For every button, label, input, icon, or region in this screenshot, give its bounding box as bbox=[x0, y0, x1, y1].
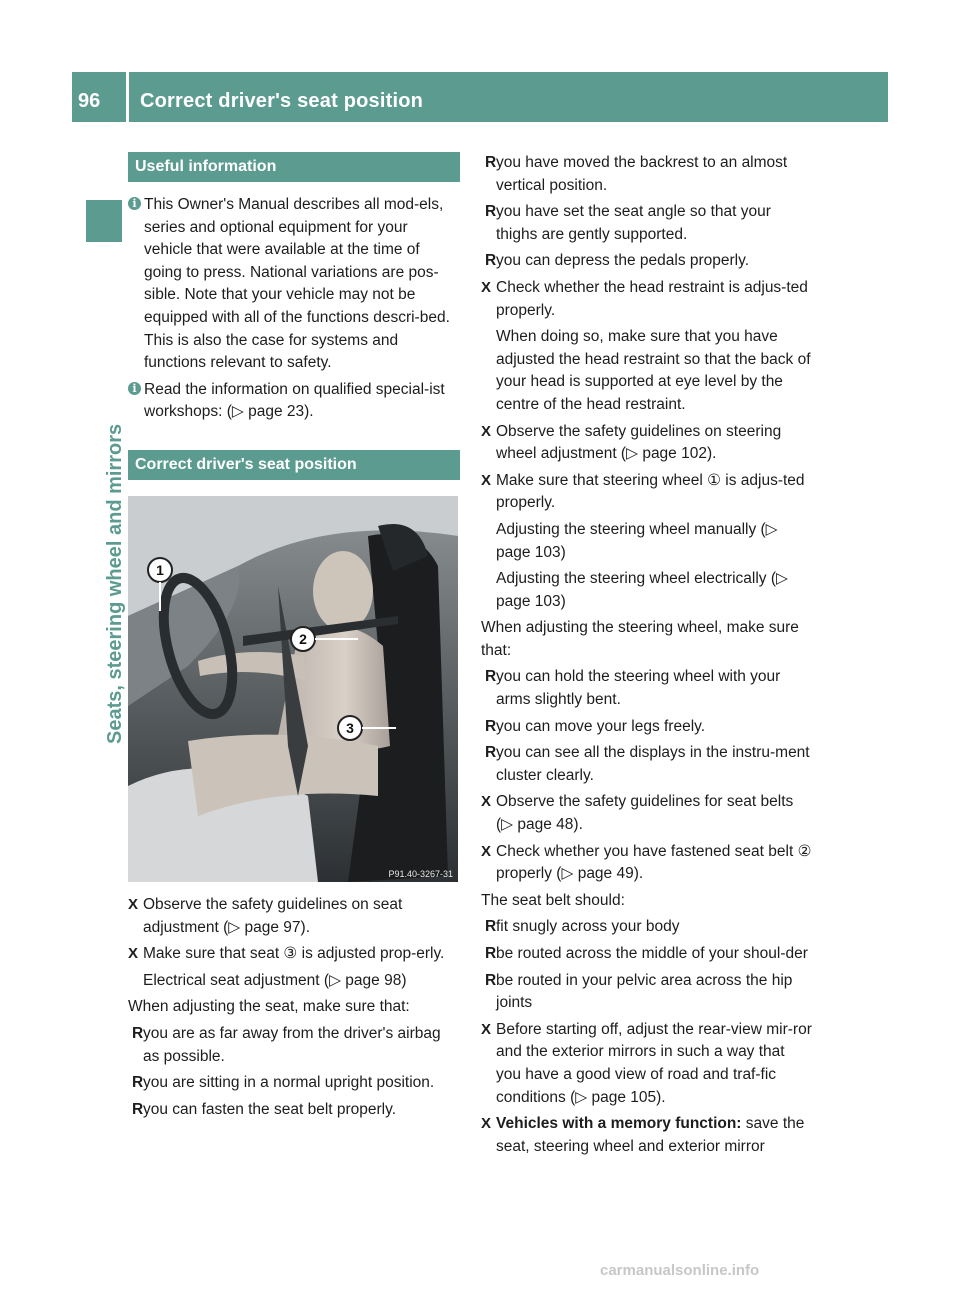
step-marker: X bbox=[481, 1020, 492, 1038]
info-icon: i bbox=[128, 382, 141, 395]
instruction-step: X Make sure that seat ③ is adjusted prop-erly. bbox=[128, 943, 460, 966]
list-item: R you are as far away from the driver's airbag as possible. bbox=[132, 1024, 441, 1065]
instruction-step: X Vehicles with a memory function: save the seat, steering wheel and exterior mirror bbox=[481, 1115, 805, 1155]
bullet-marker: R bbox=[132, 1100, 144, 1118]
list-item: R be routed in your pelvic area across the hip joints bbox=[485, 971, 793, 1012]
bullet-marker: R bbox=[485, 668, 497, 686]
instruction-step: X Before starting off, adjust the rear-view mir-ror and the exterior mirrors in such a way that you have a good view of road and traf-fic conditions (▷ page 105). bbox=[481, 1020, 812, 1106]
list-item: R you can see all the displays in the instru-ment cluster clearly. bbox=[485, 744, 810, 784]
list-item: R you can depress the pedals properly. bbox=[481, 250, 813, 273]
step-marker: X bbox=[481, 1115, 492, 1133]
list-item: R you can move your legs freely. bbox=[481, 716, 813, 739]
step-marker: X bbox=[481, 471, 492, 489]
step-marker: X bbox=[128, 945, 139, 963]
bullet-marker: R bbox=[132, 1024, 144, 1042]
bullet-marker: R bbox=[485, 918, 497, 936]
header-divider bbox=[126, 72, 129, 122]
info-text: This Owner's Manual describes all mod-els, series and optional equipment for your vehicle that were available at the time of going to press. National variations are pos-sible. Note that your vehicle may not be equipped with all of the functions descri-bed. This is also the case for systems and functions relevant to safety. bbox=[144, 196, 450, 372]
step-detail: Adjusting the steering wheel manually (▷ page 103) bbox=[496, 520, 778, 561]
info-icon: i bbox=[128, 197, 141, 210]
bullet-marker: R bbox=[132, 1074, 144, 1092]
list-item: R you can fasten the seat belt properly. bbox=[128, 1099, 460, 1122]
list-item: R fit snugly across your body bbox=[481, 916, 813, 939]
info-note bbox=[128, 194, 460, 375]
instruction-step: X Check whether the head restraint is adjus-ted properly. bbox=[481, 278, 808, 319]
bullet-marker: R bbox=[485, 203, 497, 221]
list-item: R you are sitting in a normal upright position. bbox=[128, 1072, 460, 1095]
info-text: Read the information on qualified special-ist workshops: (▷ page 23). bbox=[144, 380, 445, 421]
callout-3: 3 bbox=[346, 719, 354, 736]
step-marker: X bbox=[481, 793, 492, 811]
left-column bbox=[128, 152, 460, 1125]
instruction-step: X Observe the safety guidelines on steering wheel adjustment (▷ page 102). bbox=[481, 422, 782, 463]
step-marker: X bbox=[481, 422, 492, 440]
instruction-step: X Check whether you have fastened seat belt ② properly (▷ page 49). bbox=[481, 842, 812, 883]
page-title: Correct driver's seat position bbox=[140, 90, 424, 112]
side-chapter-title: Seats, steering wheel and mirrors bbox=[104, 423, 126, 744]
driver-seat-figure bbox=[128, 496, 458, 882]
paragraph: The seat belt should: bbox=[481, 891, 625, 909]
info-note bbox=[128, 379, 460, 424]
instruction-step: X Observe the safety guidelines for seat belts (▷ page 48). bbox=[481, 793, 794, 834]
list-item: R you can hold the steering wheel with your arms slightly bent. bbox=[485, 668, 781, 709]
right-column bbox=[481, 152, 813, 1162]
bullet-marker: R bbox=[485, 252, 497, 270]
side-thumb-block bbox=[86, 200, 122, 242]
bullet-marker: R bbox=[485, 744, 497, 762]
step-detail: Adjusting the steering wheel electrically (▷ page 103) bbox=[496, 570, 788, 610]
figure-code: P91.40-3267-31 bbox=[388, 868, 453, 879]
bullet-marker: R bbox=[485, 154, 497, 171]
callout-1: 1 bbox=[156, 561, 164, 578]
memory-function-label: Vehicles with a memory function: bbox=[496, 1115, 742, 1133]
bullet-marker: R bbox=[485, 717, 497, 735]
paragraph: When adjusting the seat, make sure that: bbox=[128, 998, 410, 1016]
page-number: 96 bbox=[78, 90, 101, 112]
paragraph: When adjusting the steering wheel, make sure that: bbox=[481, 619, 799, 659]
step-detail: When doing so, make sure that you have adjusted the head restraint so that the back of your head is supported at eye level by the centre of the head restraint. bbox=[496, 328, 811, 413]
step-marker: X bbox=[481, 842, 492, 860]
step-detail: Electrical seat adjustment (▷ page 98) bbox=[143, 971, 407, 989]
bullet-marker: R bbox=[485, 971, 497, 989]
step-marker: X bbox=[128, 895, 139, 913]
step-marker: X bbox=[481, 278, 492, 296]
useful-information-heading: Useful information bbox=[128, 152, 460, 182]
instruction-step: X Make sure that steering wheel ① is adjus-ted properly. bbox=[481, 471, 805, 512]
list-item: R you have set the seat angle so that your thighs are gently supported. bbox=[485, 203, 771, 243]
driver-seat-illustration bbox=[128, 496, 458, 882]
section-heading: Correct driver's seat position bbox=[128, 450, 460, 480]
bullet-marker: R bbox=[485, 945, 497, 962]
watermark: carmanualsonline.info bbox=[600, 1262, 760, 1279]
instruction-step: X Observe the safety guidelines on seat adjustment (▷ page 97). bbox=[128, 895, 403, 936]
list-item: R be routed across the middle of your shoul-der bbox=[481, 943, 813, 966]
callout-2: 2 bbox=[299, 630, 307, 647]
list-item: R you have moved the backrest to an almost vertical position. bbox=[485, 154, 788, 194]
